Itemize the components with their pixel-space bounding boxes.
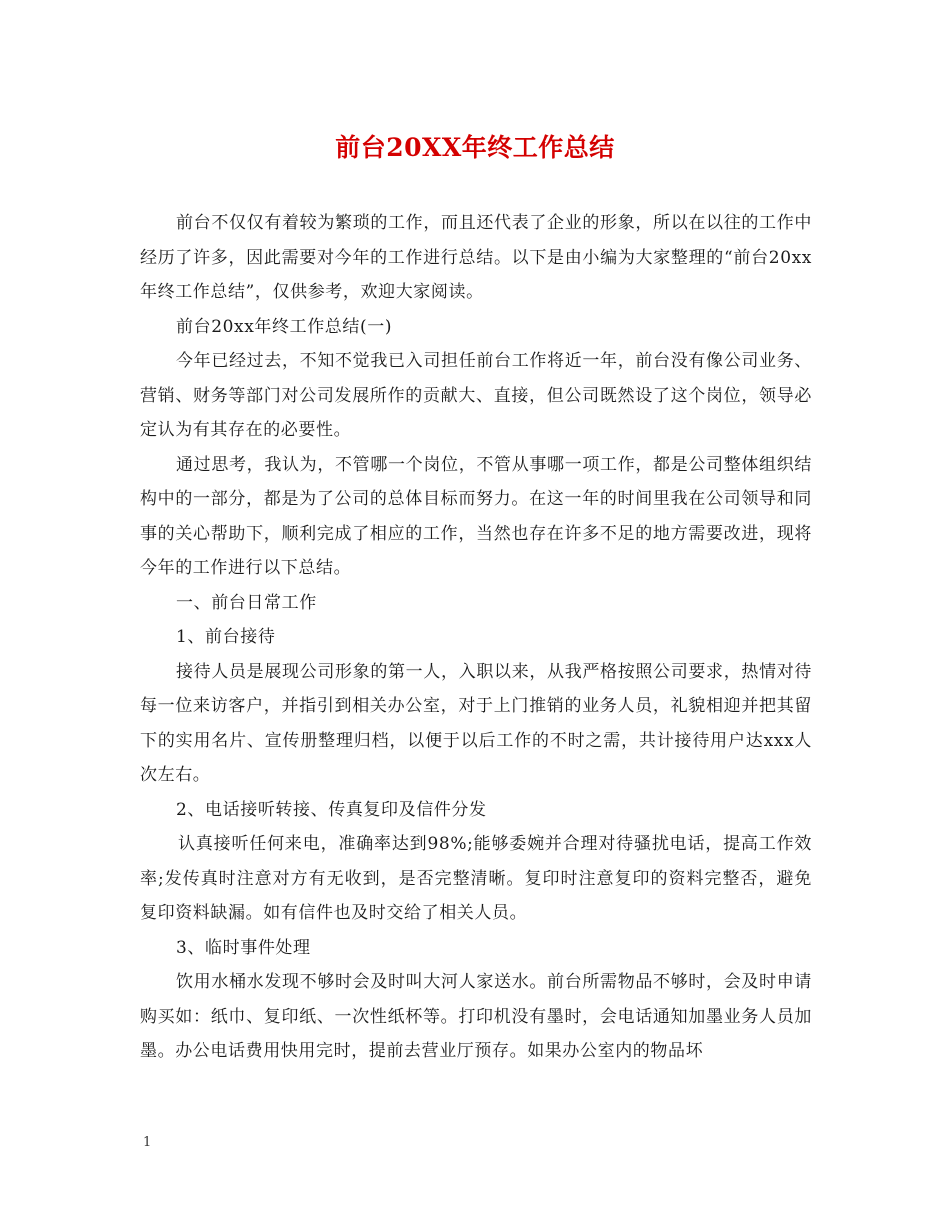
section-heading: 前台20xx年终工作总结(一) [176,316,393,337]
document-body [140,206,812,1069]
paragraph: 接待人员是展现公司形象的第一人，入职以来，从我严格按照公司要求，热情对待每一位来访客户，并指引到相关办公室，对于上门推销的业务人员，礼貌相迎并把其留下的实用名片、宣传册整理归档，以便于以后工作的不时之需，共计接待用户达xxx人次左右。 [140,661,812,785]
subsection-heading: 2、电话接听转接、传真复印及信件分发 [176,799,487,820]
paragraph: 通过思考，我认为，不管哪一个岗位，不管从事哪一项工作，都是公司整体组织结构中的一部分，都是为了公司的总体目标而努力。在这一年的时间里我在公司领导和同事的关心帮助下，顺利完成了相应的工作，当然也存在许多不足的地方需要改进，现将今年的工作进行以下总结。 [140,454,812,578]
paragraph-intro: 前台不仅仅有着较为繁琐的工作，而且还代表了企业的形象，所以在以往的工作中经历了许多，因此需要对今年的工作进行总结。以下是由小编为大家整理的“前台20xx年终工作总结”，仅供参考，欢迎大家阅读。 [140,213,812,302]
subsection-heading: 3、临时事件处理 [176,937,311,958]
paragraph: 认真接听任何来电，准确率达到98%;能够委婉并合理对待骚扰电话，提高工作效率;发传真时注意对方有无收到，是否完整清晰。复印时注意复印的资料完整否，避免复印资料缺漏。如有信件也及时交给了相关人员。 [140,834,812,923]
subsection-heading: 1、前台接待 [176,627,276,647]
document-title: 前台20XX年终工作总结 [335,133,615,162]
paragraph: 饮用水桶水发现不够时会及时叫大河人家送水。前台所需物品不够时，会及时申请购买如：纸巾、复印纸、一次性纸杯等。打印机没有墨时，会电话通知加墨业务人员加墨。办公电话费用快用完时，提前去营业厅预存。如果办公室内的物品坏 [140,972,812,1061]
paragraph: 今年已经过去，不知不觉我已入司担任前台工作将近一年，前台没有像公司业务、营销、财务等部门对公司发展所作的贡献大、直接，但公司既然设了这个岗位，领导必定认为有其存在的必要性。 [140,351,812,440]
page-number: 1 [143,1135,152,1150]
section-heading: 一、前台日常工作 [176,592,317,613]
